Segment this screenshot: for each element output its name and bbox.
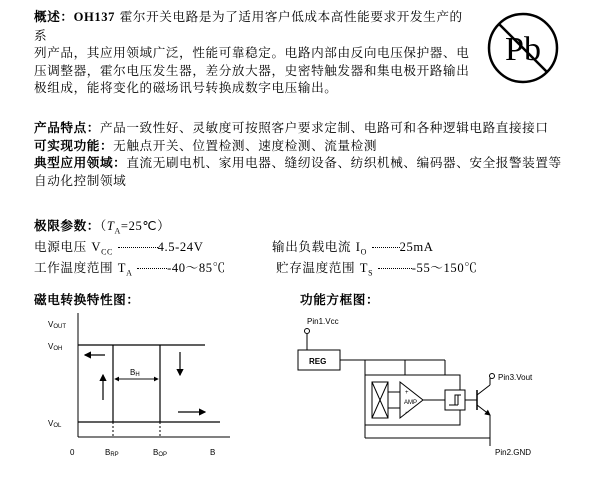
logo-text: Pb [505,31,541,68]
pin1-terminal [305,329,310,334]
limit-sub: O [360,247,367,257]
limit-row-io [272,236,433,257]
dotted-leader [372,247,400,248]
limit-sub: A [126,268,133,278]
pin3-terminal [490,374,495,379]
limit-sub: S [368,268,374,278]
label-voh: VOH [48,342,63,352]
label-brp: BRP [105,448,119,458]
features-label: 产品特点： [34,120,100,135]
functions-label: 可实现功能： [34,137,114,153]
functions-text: 无触点开关、位置检测、速度检测、流量检测 [113,137,378,153]
limit-row-ta [34,257,226,278]
limit-name: 电源电压 [34,239,87,254]
limits-cond-sym: T [106,219,115,233]
dotted-leader [137,268,167,269]
limit-value: -40～85℃ [167,261,226,275]
amp-label: AMP [404,400,418,406]
reg-label: REG [309,357,327,366]
overview-line2: 列产品，其应用领域广泛，性能可靠稳定。电路内部由反向电压保护器、电 [34,45,470,60]
limits-heading [34,215,170,236]
features-block [34,119,594,189]
transistor-collector [477,385,490,395]
applications-text: 直流无刷电机、家用电器、缝纫设备、纺织机械、编码器、安全报警装置等 [126,155,562,170]
limits-label: 极限参数： [34,218,100,233]
applications-label: 典型应用领域： [34,155,127,170]
transfer-characteristic-diagram [30,305,260,465]
label-bop: BOP [153,448,168,458]
overview-line1: 霍尔开关电路是为了适用客户低成本高性能要求开发生产的系 [34,9,463,43]
overview-paragraph [34,8,474,97]
applications-text2: 自动化控制领域 [34,172,127,188]
limits-cond-open: （ [99,218,107,233]
functional-block-diagram [295,310,560,460]
label-bh: BH [130,368,140,378]
limit-name: 工作温度范围 [34,260,114,275]
limit-row-ts [276,257,477,278]
pin2-label: Pin2.GND [495,448,532,457]
limit-value: -55～150℃ [411,261,478,275]
transfer-chart-title: 磁电转换特性图： [34,292,140,307]
dotted-leader [118,247,158,248]
limit-sym: T [359,261,369,275]
limit-row-vcc [34,236,203,257]
label-vol: VOL [48,419,62,429]
label-b: B [210,448,216,457]
label-vout: VOUT [48,320,67,330]
amp-plus: + [405,390,409,396]
limit-sym: T [117,261,127,275]
pin1-label: Pin1.Vcc [307,317,339,326]
limit-sym: V [91,240,102,254]
pin3-label: Pin3.Vout [498,373,533,382]
part-number: OH137 [73,10,116,24]
lead-free-logo [485,10,561,86]
overview-label: 概述： [34,9,74,24]
limit-value: 25mA [399,240,434,254]
amp-minus: − [405,410,409,416]
limit-sym: I [355,240,361,254]
features-text: 产品一致性好、灵敏度可按照客户要求定制、电路可和各种逻辑电路直接接口 [99,120,549,135]
limit-name: 输出负载电流 [272,239,352,254]
limit-value: 4.5-24V [157,240,204,254]
dotted-leader [378,268,412,269]
limits-cond-val: =25℃） [120,219,171,233]
transistor-emitter [477,405,490,415]
block-diagram-title: 功能方框图： [300,292,380,307]
limit-sub: CC [101,247,113,257]
label-origin: 0 [70,448,75,457]
overview-line4: 极组成，能将变化的磁场讯号转换成数字电压输出。 [34,80,338,95]
limits-cond-sub: A [114,226,121,236]
overview-line3: 压调整器，霍尔电压发生器，差分放大器，史密特触发器和集电极开路输出 [34,62,470,78]
limit-name: 贮存温度范围 [276,260,356,275]
